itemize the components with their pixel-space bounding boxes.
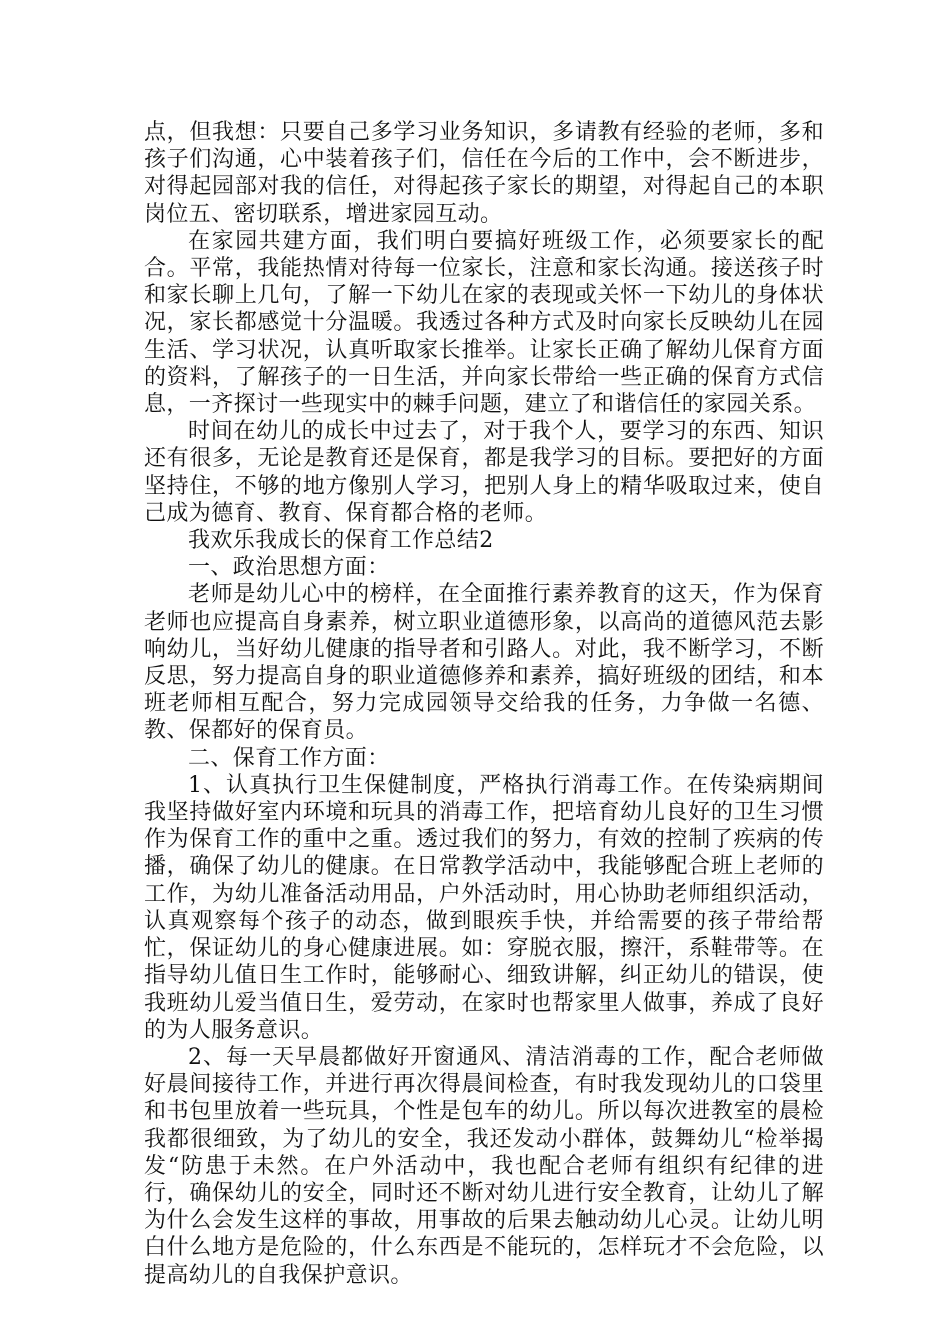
paragraph-safety: 2、每一天早晨都做好开窗通风、清洁消毒的工作，配合老师做好晨间接待工作，并进行再次得晨间检查，有时我发现幼儿的口袋里和书包里放着一些玩具，个性是包车的幼儿。所以每次进教室的晨检我都很细致，为了幼儿的安全，我还发动小群体，鼓舞幼儿“检举揭发“防患于未然。在户外活动中，我也配合老师有组织有纪律的进行，确保幼儿的安全，同时还不断对幼儿进行安全教育，让幼儿了解为什么会发生这样的事故，用事故的后果去触动幼儿心灵。让幼儿明白什么地方是危险的，什么东西是不能玩的，怎样玩才不会危险，以提高幼儿的自我保护意识。	[144, 1044, 824, 1288]
paragraph-hygiene: 1、认真执行卫生保健制度，严格执行消毒工作。在传染病期间我坚持做好室内环境和玩具的消毒工作，把培育幼儿良好的卫生习惯作为保育工作的重中之重。透过我们的努力，有效的控制了疾病的传播，确保了幼儿的健康。在日常教学活动中，我能够配合班上老师的工作，为幼儿准备活动用品，户外活动时，用心协助老师组织活动，认真观察每个孩子的动态，做到眼疾手快，并给需要的孩子带给帮忙，保证幼儿的身心健康进展。如：穿脱衣服，擦汗，系鞋带等。在指导幼儿值日生工作时，能够耐心、细致讲解，纠正幼儿的错误，使我班幼儿爱当值日生，爱劳动，在家时也帮家里人做事，养成了良好的为人服务意识。	[144, 772, 824, 1043]
paragraph-home-school: 在家园共建方面，我们明白要搞好班级工作，必须要家长的配合。平常，我能热情对待每一位家长，注意和家长沟通。接送孩子时和家长聊上几句，了解一下幼儿在家的表现或关怀一下幼儿的身体状况，家长都感觉十分温暖。我透过各种方式及时向家长反映幼儿在园生活、学习状况，认真听取家长推举。让家长正确了解幼儿保育方面的资料，了解孩子的一日生活，并向家长带给一些正确的保育方式信息，一齐探讨一些现实中的棘手问题，建立了和谐信任的家园关系。	[144, 228, 824, 418]
paragraph-continuation: 点，但我想：只要自己多学习业务知识，多请教有经验的老师，多和孩子们沟通，心中装着孩子们，信任在今后的工作中，会不断进步，对得起园部对我的信任，对得起孩子家长的期望，对得起自己的本职岗位五、密切联系，增进家园互动。	[144, 120, 824, 227]
heading-political: 一、政治思想方面：	[188, 555, 390, 581]
document-body	[144, 119, 824, 1289]
heading-care-work: 二、保育工作方面：	[188, 745, 390, 771]
section-title: 我欢乐我成长的保育工作总结2	[188, 528, 494, 554]
paragraph-growth: 时间在幼儿的成长中过去了，对于我个人，要学习的东西、知识还有很多，无论是教育还是保育，都是我学习的目标。要把好的方面坚持住，不够的地方像别人学习，把别人身上的精华吸取过来，使自己成为德育、教育、保育都合格的老师。	[144, 419, 824, 526]
paragraph-role-model: 老师是幼儿心中的榜样，在全面推行素养教育的这天，作为保育老师也应提高自身素养，树立职业道德形象，以高尚的道德风范去影响幼儿，当好幼儿健康的指导者和引路人。对此，我不断学习，不断反思，努力提高自身的职业道德修养和素养，搞好班级的团结，和本班老师相互配合，努力完成园领导交给我的任务，力争做一名德、教、保都好的保育员。	[144, 582, 824, 744]
